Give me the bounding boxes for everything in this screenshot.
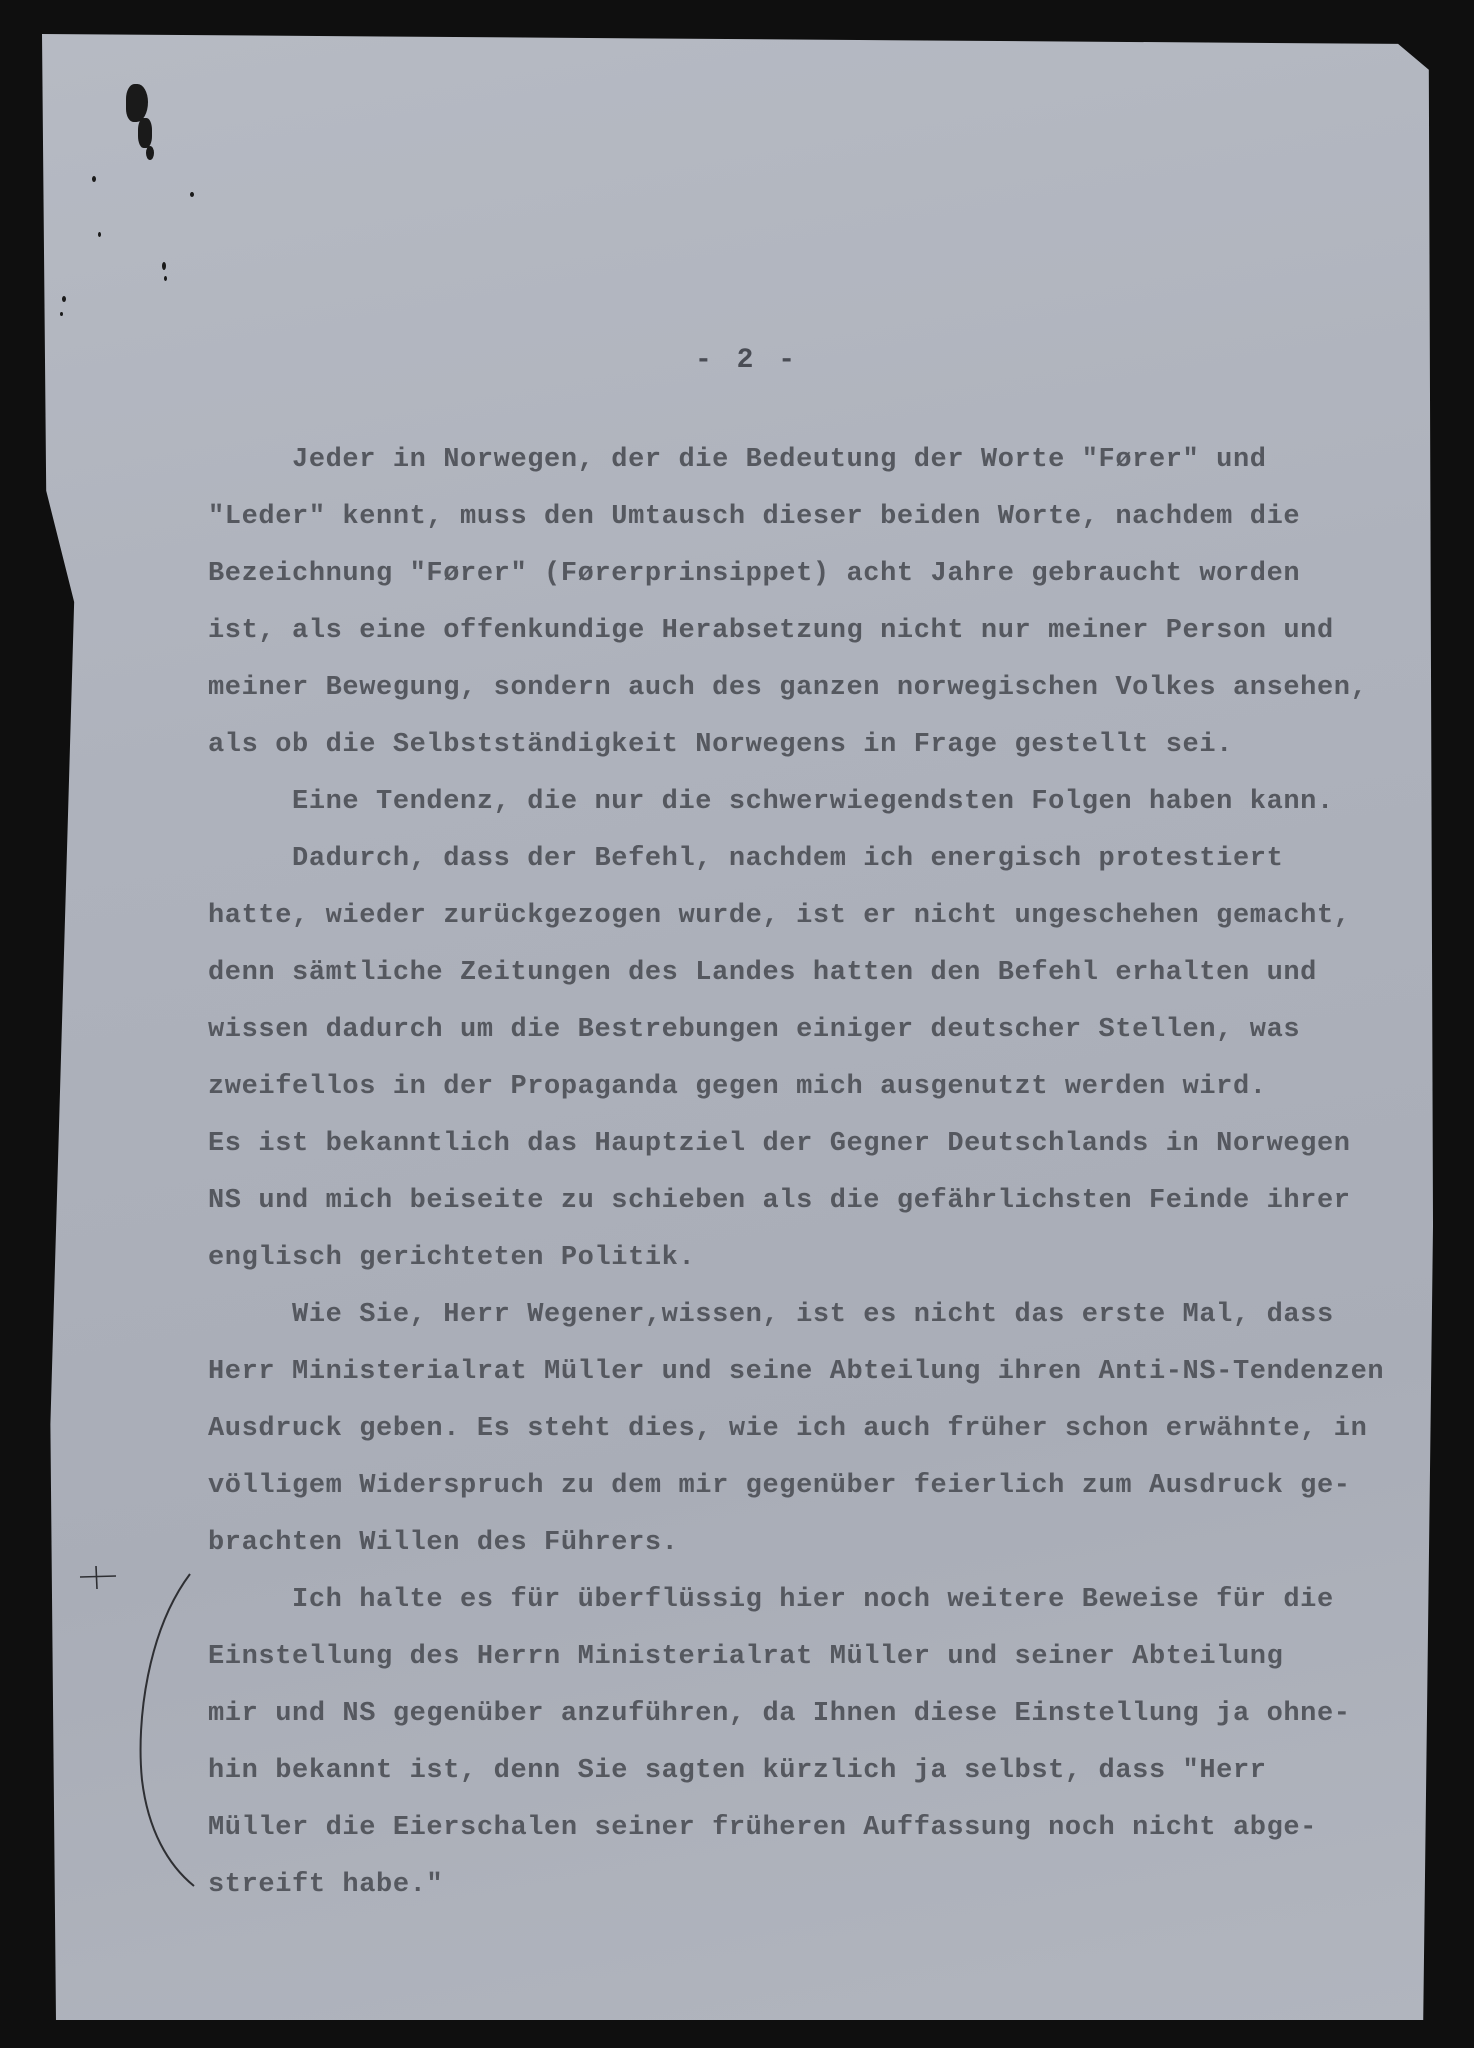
text-line: Ausdruck geben. Es steht dies, wie ich auch früher schon erwähnte, in	[208, 1414, 1368, 1444]
text-line: Ich halte es für überflüssig hier noch weitere Beweise für die	[208, 1585, 1334, 1615]
text-line: Bezeichnung "Fører" (Førerprinsippet) acht Jahre gebraucht worden	[208, 559, 1301, 589]
pencil-cross-mark	[78, 1562, 118, 1592]
text-line: NS und mich beiseite zu schieben als die gefährlichsten Feinde ihrer	[208, 1186, 1351, 1216]
text-line: Wie Sie, Herr Wegener,wissen, ist es nicht das erste Mal, dass	[208, 1300, 1334, 1330]
text-line: Eine Tendenz, die nur die schwerwiegendsten Folgen haben kann.	[208, 787, 1334, 817]
page-number: - 2 -	[694, 345, 799, 376]
text-line: "Leder" kennt, muss den Umtausch dieser beiden Worte, nachdem die	[208, 502, 1301, 532]
text-line: Dadurch, dass der Befehl, nachdem ich energisch protestiert	[208, 844, 1284, 874]
text-line: denn sämtliche Zeitungen des Landes hatten den Befehl erhalten und	[208, 958, 1317, 988]
text-line: ist, als eine offenkundige Herabsetzung nicht nur meiner Person und	[208, 616, 1334, 646]
text-line: streift habe."	[208, 1870, 444, 1900]
text-line: völligem Widerspruch zu dem mir gegenüber feierlich zum Ausdruck ge-	[208, 1471, 1351, 1501]
text-line: als ob die Selbstständigkeit Norwegens in Frage gestellt sei.	[208, 730, 1233, 760]
text-line: mir und NS gegenüber anzuführen, da Ihnen diese Einstellung ja ohne-	[208, 1699, 1351, 1729]
text-line: wissen dadurch um die Bestrebungen einiger deutscher Stellen, was	[208, 1015, 1301, 1045]
text-line: hin bekannt ist, denn Sie sagten kürzlich ja selbst, dass "Herr	[208, 1756, 1267, 1786]
text-line: zweifellos in der Propaganda gegen mich ausgenutzt werden wird.	[208, 1072, 1267, 1102]
text-line: hatte, wieder zurückgezogen wurde, ist er nicht ungeschehen gemacht,	[208, 901, 1351, 931]
text-line: Einstellung des Herrn Ministerialrat Müller und seiner Abteilung	[208, 1642, 1284, 1672]
text-line: englisch gerichteten Politik.	[208, 1243, 696, 1273]
text-line: Müller die Eierschalen seiner früheren Auffassung noch nicht abge-	[208, 1813, 1317, 1843]
pencil-bracket-mark	[128, 1570, 198, 1890]
letter-body	[208, 432, 1408, 1914]
text-line: brachten Willen des Führers.	[208, 1528, 679, 1558]
text-line: Es ist bekanntlich das Hauptziel der Gegner Deutschlands in Norwegen	[208, 1129, 1351, 1159]
text-line: Herr Ministerialrat Müller und seine Abteilung ihren Anti-NS-Tendenzen	[208, 1357, 1385, 1387]
text-line: meiner Bewegung, sondern auch des ganzen norwegischen Volkes ansehen,	[208, 673, 1368, 703]
text-line: Jeder in Norwegen, der die Bedeutung der Worte "Fører" und	[208, 445, 1267, 475]
